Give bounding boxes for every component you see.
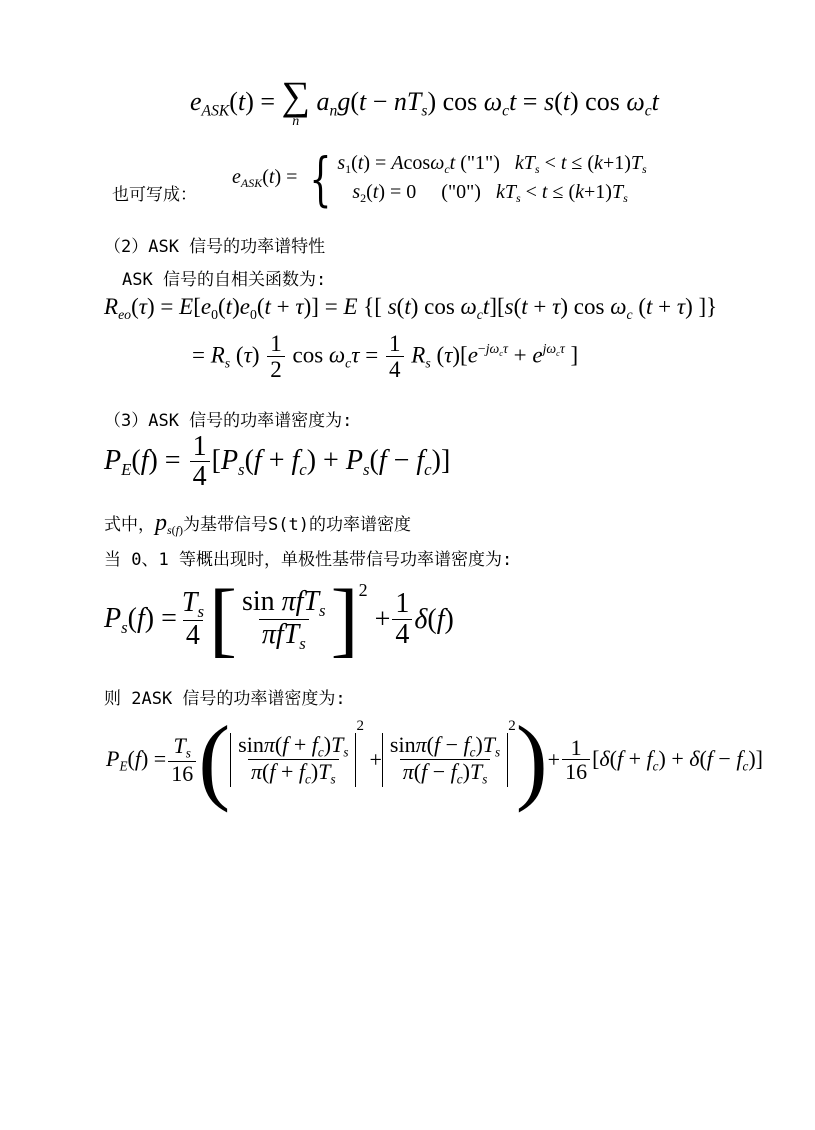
section-2-heading: （2）ASK 信号的功率谱特性 xyxy=(104,237,326,257)
equation-2ask-psd: $P_E(f)$ = $\frac{T_s}{16}$ ( $\frac{\sin\pi(f + f_c)T_s}{\pi(f + f_c)T_s}$ $^2$ + $\frac{\sin\pi(f - f_c)T_s}{\pi(f - f_c)T_s}$ $^2$ ) + $\frac{1}{16}$ $[\delta(f + f_c) + \delta(f - f_c)]$ xyxy=(106,706,763,813)
section-3-heading: （3）ASK 信号的功率谱密度为: xyxy=(104,411,353,431)
note-prefix: 式中， xyxy=(104,515,155,535)
ps-symbol: $p_{s(f)}$ xyxy=(155,510,184,538)
note-line xyxy=(104,510,411,538)
equation-eask-cases: $e_{ASK}(t)$ = { $s_1(t) = Acos\omega_ct$ ("1") $kT_s < t \le (k+1)T_s$ $s_2(t) = 0$ ("0") $kT_s < t \le (k+1)T_s$ xyxy=(232,145,647,213)
equation-ps: $P_s(f)$ = $\frac{T_s}{4}$ [ $\frac{\sin \pi fT_s}{\pi fT_s}$ ] $^2$ + $\frac{1}{4}$ δ(f) xyxy=(104,573,454,666)
note-suffix: 为基带信号S(t)的功率谱密度 xyxy=(183,515,411,535)
equation-eask-definition: $e_{ASK}(t)$ = ∑ n $a_ng(t - nT_s)$ $\cos \omega_ct = s(t)$ $\cos \omega_ct$ xyxy=(190,73,659,129)
case-one-label: "1" xyxy=(466,151,494,174)
equation-autocorrelation-result: = $R_s$ (τ) $\frac{1}{2}$ $\cos \omega_c\tau$ = $\frac{1}{4}$ $R_s$ $(\tau)[e^{-j\omega_c\tau} + e^{j\omega_c\tau}$ ] xyxy=(192,331,579,383)
section-2-subheading: ASK 信号的自相关函数为: xyxy=(122,270,327,290)
equiprobable-line: 当 0、1 等概出现时，单极性基带信号功率谱密度为: xyxy=(104,550,513,570)
case-zero-label: "0" xyxy=(447,181,475,203)
2ask-line: 则 2ASK 信号的功率谱密度为: xyxy=(104,689,346,709)
equation-autocorrelation: $R_{eo}(\tau) = E[e_0(t)e_0(t + \tau)] = E$ {[ s(t) $\cos \omega_ct][s(t + \tau)$ $\cos \omega_c$ (t + τ) ]} xyxy=(104,294,718,322)
alt-form-label: 也可写成： xyxy=(112,185,197,205)
equation-pe: $P_E(f)$ = $\frac{1}{4}$ $[P_s(f + f_c) + P_s(f - f_c)]$ xyxy=(104,431,451,493)
